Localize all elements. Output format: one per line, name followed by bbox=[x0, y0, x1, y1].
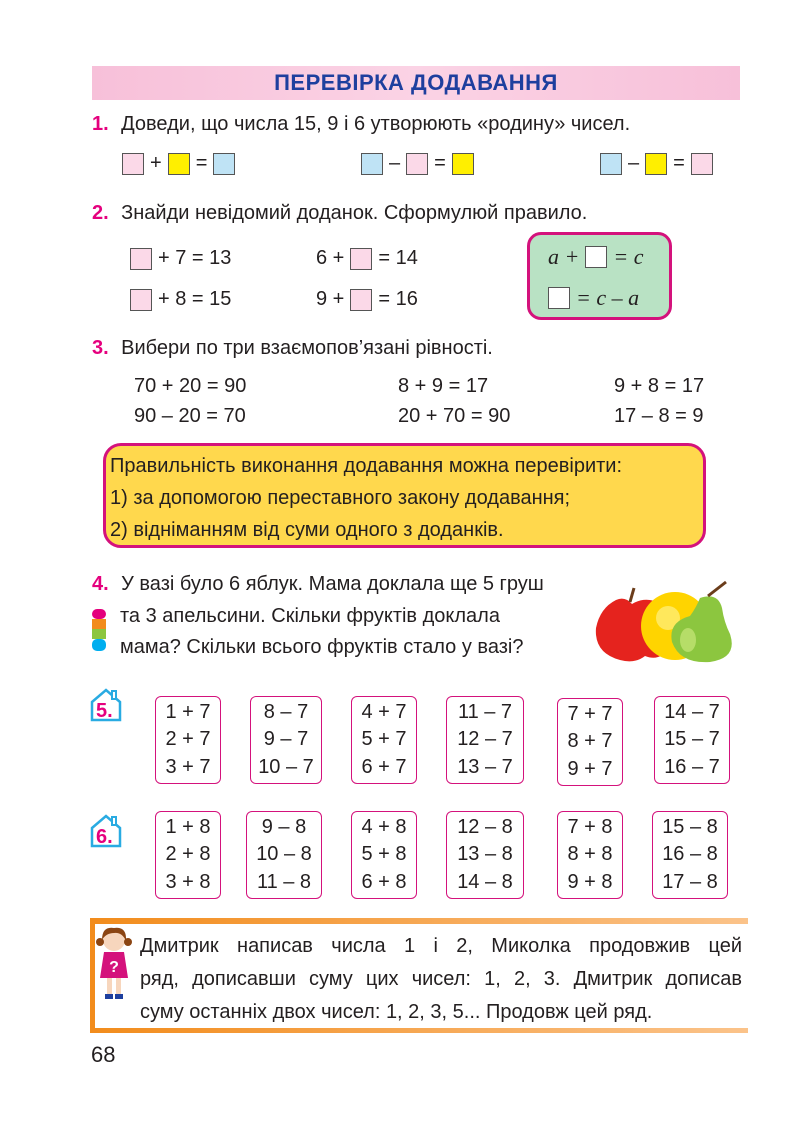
task-2-eq-1 bbox=[130, 247, 231, 270]
puzzle-line: ряд, дописавши суму цих чисел: 1, 2, 3. Дмитрик дописав bbox=[140, 968, 742, 990]
equation-text: + 8 = 15 bbox=[158, 288, 232, 310]
task-3-number: 3. bbox=[92, 337, 109, 359]
pink-square bbox=[350, 289, 372, 311]
task-4-text: У вазі було 6 яблук. Мама доклала ще 5 груш bbox=[121, 573, 544, 595]
info-line: 2) відніманням від суми одного з доданків. bbox=[110, 519, 504, 541]
expression-card bbox=[351, 811, 417, 899]
expression-card bbox=[557, 698, 623, 786]
equation-text: = 16 bbox=[378, 288, 418, 310]
expression: 12 – 7 bbox=[457, 728, 513, 751]
task-2-text: Знайди невідомий доданок. Сформулюй правило. bbox=[121, 202, 588, 224]
info-line: Правильність виконання додавання можна перевірити: bbox=[110, 455, 623, 477]
equals-sign: = bbox=[434, 152, 446, 174]
rule-line-2 bbox=[548, 285, 639, 311]
task-3 bbox=[92, 337, 493, 360]
expression: 7 + 7 bbox=[567, 703, 613, 726]
expression: 14 – 7 bbox=[664, 701, 720, 724]
expression: 2 + 7 bbox=[165, 728, 211, 751]
expression: 8 – 7 bbox=[263, 701, 309, 724]
rule-info-box bbox=[103, 443, 706, 548]
pink-square bbox=[691, 153, 713, 175]
expression-card bbox=[446, 811, 524, 899]
task-5-number: 5. bbox=[96, 700, 113, 722]
task-1-eq-2 bbox=[361, 152, 474, 175]
expression-card bbox=[250, 696, 322, 784]
page-number: 68 bbox=[91, 1042, 116, 1067]
task-3-text: Вибери по три взаємопов’язані рівності. bbox=[121, 337, 493, 359]
equality: 9 + 8 = 17 bbox=[614, 375, 705, 397]
task-3-col-3 bbox=[614, 371, 704, 431]
yellow-square bbox=[645, 153, 667, 175]
task-3-col-2 bbox=[398, 371, 510, 431]
fruits-icon bbox=[590, 578, 750, 668]
equals-sign: = bbox=[673, 152, 685, 174]
info-line: 1) за допомогою переставного закону додавання; bbox=[110, 487, 571, 509]
task-4-text: мама? Скільки всього фруктів стало у вазі? bbox=[120, 636, 524, 658]
rule-text: = c bbox=[613, 244, 644, 269]
task-2-number: 2. bbox=[92, 202, 109, 224]
empty-square bbox=[585, 246, 607, 268]
expression-card bbox=[446, 696, 524, 784]
final-puzzle-text bbox=[140, 930, 742, 1029]
expression: 4 + 7 bbox=[361, 701, 407, 724]
expression: 9 + 8 bbox=[567, 870, 613, 893]
expression: 5 + 7 bbox=[361, 728, 407, 751]
expression: 6 + 7 bbox=[361, 755, 407, 778]
expression: 4 + 8 bbox=[361, 816, 407, 839]
pink-square bbox=[122, 153, 144, 175]
expression: 1 + 8 bbox=[165, 816, 211, 839]
expression: 3 + 8 bbox=[165, 870, 211, 893]
task-2-eq-2 bbox=[316, 247, 418, 270]
equality: 20 + 70 = 90 bbox=[398, 405, 511, 427]
plus-sign: + bbox=[150, 152, 162, 174]
yellow-square bbox=[168, 153, 190, 175]
equals-sign: = bbox=[195, 152, 208, 174]
pink-square bbox=[130, 289, 152, 311]
blue-square bbox=[600, 153, 622, 175]
expression: 14 – 8 bbox=[457, 870, 513, 893]
expression: 16 – 8 bbox=[662, 843, 718, 866]
final-box-top-border bbox=[90, 918, 748, 924]
task-1-number: 1. bbox=[92, 113, 109, 135]
equality: 17 – 8 = 9 bbox=[614, 405, 704, 427]
task-3-col-1 bbox=[134, 371, 246, 431]
rule-line-1 bbox=[548, 244, 643, 270]
expression: 10 – 8 bbox=[256, 843, 312, 866]
minus-sign: – bbox=[628, 152, 640, 174]
expression-card bbox=[351, 696, 417, 784]
expression: 11 – 8 bbox=[256, 870, 312, 893]
minus-sign: – bbox=[389, 152, 401, 174]
expression: 12 – 8 bbox=[457, 816, 513, 839]
expression: 11 – 7 bbox=[457, 701, 513, 724]
expression: 1 + 7 bbox=[165, 701, 211, 724]
pink-square bbox=[130, 248, 152, 270]
crayons-icon bbox=[90, 605, 108, 657]
expression: 15 – 7 bbox=[664, 728, 720, 751]
rule-text: a + bbox=[548, 244, 580, 269]
pink-square bbox=[350, 248, 372, 270]
equality: 90 – 20 = 70 bbox=[134, 405, 246, 427]
expression-card bbox=[246, 811, 322, 899]
expression: 5 + 8 bbox=[361, 843, 407, 866]
task-4 bbox=[92, 573, 544, 596]
equality: 70 + 20 = 90 bbox=[134, 375, 247, 397]
task-1-text: Доведи, що числа 15, 9 і 6 утворюють «родину» чисел. bbox=[121, 113, 631, 135]
task-6-number: 6. bbox=[96, 826, 113, 848]
expression-card bbox=[652, 811, 728, 899]
expression: 9 – 7 bbox=[263, 728, 309, 751]
svg-text:?: ? bbox=[109, 959, 119, 976]
expression: 9 + 7 bbox=[567, 757, 613, 780]
task-2-eq-4 bbox=[316, 288, 418, 311]
expression-card bbox=[155, 811, 221, 899]
equation-text: 6 + bbox=[316, 247, 345, 269]
expression: 16 – 7 bbox=[664, 755, 720, 778]
task-4-number: 4. bbox=[92, 573, 109, 595]
expression: 13 – 8 bbox=[457, 843, 513, 866]
task-1-eq-3 bbox=[600, 152, 713, 175]
expression: 10 – 7 bbox=[258, 755, 314, 778]
puzzle-line: Дмитрик написав числа 1 і 2, Миколка продовжив цей bbox=[140, 935, 742, 957]
expression: 15 – 8 bbox=[662, 816, 718, 839]
equation-text: = 14 bbox=[378, 247, 418, 269]
puzzle-line: суму останніх двох чисел: 1, 2, 3, 5... Продовж цей ряд. bbox=[140, 1001, 653, 1023]
blue-square bbox=[361, 153, 383, 175]
expression: 8 + 7 bbox=[567, 730, 613, 753]
pink-square bbox=[406, 153, 428, 175]
expression-card bbox=[557, 811, 623, 899]
expression: 6 + 8 bbox=[361, 870, 407, 893]
task-2 bbox=[92, 202, 587, 225]
expression-card bbox=[155, 696, 221, 784]
equation-text: 9 + bbox=[316, 288, 345, 310]
title-bar bbox=[92, 66, 740, 100]
task-1-eq-1 bbox=[122, 152, 235, 175]
blue-square bbox=[213, 153, 235, 175]
expression: 7 + 8 bbox=[567, 816, 613, 839]
rule-text: = c – a bbox=[576, 285, 640, 310]
expression: 8 + 8 bbox=[567, 843, 613, 866]
expression: 17 – 8 bbox=[662, 870, 718, 893]
task-1 bbox=[92, 113, 630, 136]
expression: 13 – 7 bbox=[457, 755, 513, 778]
equation-text: + 7 = 13 bbox=[158, 247, 232, 269]
page-title: ПЕРЕВІРКА ДОДАВАННЯ bbox=[274, 70, 558, 95]
yellow-square bbox=[452, 153, 474, 175]
expression-card bbox=[654, 696, 730, 784]
equality: 8 + 9 = 17 bbox=[398, 375, 489, 397]
expression: 9 – 8 bbox=[261, 816, 307, 839]
empty-square bbox=[548, 287, 570, 309]
girl-icon bbox=[94, 926, 134, 1004]
task-2-eq-3 bbox=[130, 288, 231, 311]
task-4-text: та 3 апельсини. Скільки фруктів доклала bbox=[120, 605, 500, 627]
expression: 2 + 8 bbox=[165, 843, 211, 866]
expression: 3 + 7 bbox=[165, 755, 211, 778]
